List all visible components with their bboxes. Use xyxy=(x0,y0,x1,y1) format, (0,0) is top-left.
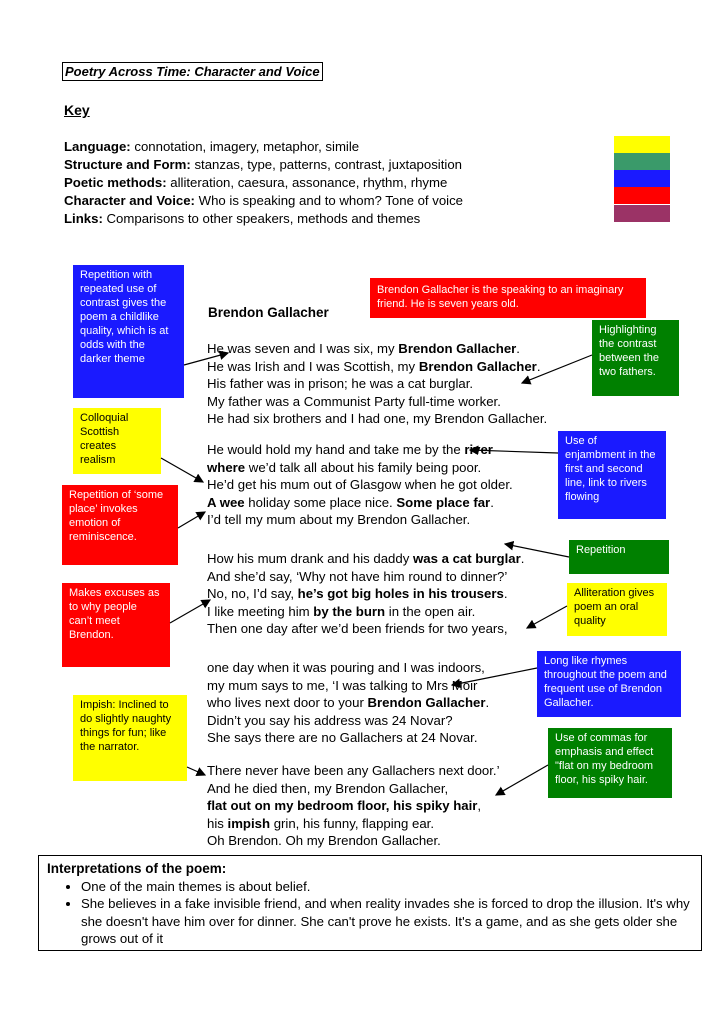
arrow-excuses xyxy=(170,600,210,623)
arrow-impish xyxy=(187,767,205,775)
poem-line: He was seven and I was six, my Brendon Gallacher. xyxy=(207,341,520,356)
key-methods: Poetic methods: alliteration, caesura, assonance, rhythm, rhyme xyxy=(64,175,448,190)
key-heading: Key xyxy=(64,102,90,118)
arrow-long-rhymes xyxy=(452,668,537,685)
poem-line: My father was a Communist Party full-time worker. xyxy=(207,393,501,409)
key-language: Language: connotation, imagery, metaphor, simile xyxy=(64,139,360,154)
arrow-alliteration xyxy=(527,606,567,628)
note-colloquial: Colloquial Scottish creates realism xyxy=(73,408,161,474)
note-commas: Use of commas for emphasis and effect "flat on my bedroom floor, his spiky hair. xyxy=(548,728,672,798)
poem-line: There never have been any Gallachers next door.’ xyxy=(207,763,500,778)
poem-line: He had six brothers and I had one, my Brendon Gallacher. xyxy=(207,411,548,426)
poem-line: And she’d say, ‘Why not have him round to dinner?’ xyxy=(207,568,508,584)
page-title: Poetry Across Time: Character and Voice xyxy=(62,62,323,81)
note-speaker: Brendon Gallacher is the speaking to an imaginary friend. He is seven years old. xyxy=(370,278,646,318)
poem-line: And he died then, my Brendon Gallacher, xyxy=(207,780,449,796)
poem-line: Then one day after we’d been friends for two years, xyxy=(207,621,508,636)
interpretation-item: • One of the main themes is about belief. xyxy=(81,878,693,896)
poem-line: my mum says to me, ‘I was talking to Mrs Moir xyxy=(207,677,478,693)
poem-line: A wee holiday some place nice. Some place far. xyxy=(207,494,494,510)
arrow-repetition-contrast xyxy=(184,353,228,365)
key-structure: Structure and Form: stanzas, type, patterns, contrast, juxtaposition xyxy=(64,157,462,172)
poem-line: How his mum drank and his daddy was a cat burglar. xyxy=(207,551,525,566)
poem-line: She says there are no Gallachers at 24 Novar. xyxy=(207,730,478,745)
note-alliteration: Alliteration gives poem an oral quality xyxy=(567,583,667,636)
interpretations-heading: Interpretations of the poem: xyxy=(47,861,227,876)
poem-title: Brendon Gallacher xyxy=(208,305,329,320)
interpretation-item: • She believes in a fake invisible friend, and when reality invades she is forced to drop the illusion. It's why she doesn't have him over for dinner. She can't prove he exists. It's a game, and as she gets older she grows out of it xyxy=(81,895,693,948)
note-long-rhymes: Long like rhymes throughout the poem and frequent use of Brendon Gallacher. xyxy=(537,651,681,717)
poem-line: who lives next door to your Brendon Gallacher. xyxy=(207,695,490,710)
poem-line: He would hold my hand and take me by the river xyxy=(207,442,493,457)
poem-line: Oh Brendon. Oh my Brendon Gallacher. xyxy=(207,833,441,848)
poem-line: He was Irish and I was Scottish, my Brendon Gallacher. xyxy=(207,358,541,374)
note-some-place: Repetition of ‘some place’ invokes emotion of reminiscence. xyxy=(62,485,178,565)
arrow-colloquial xyxy=(161,458,203,482)
poem-line: I’d tell my mum about my Brendon Gallacher. xyxy=(207,512,471,527)
arrow-highlighting xyxy=(522,355,592,383)
poem-line: He’d get his mum out of Glasgow when he got older. xyxy=(207,477,513,492)
poem-line: I like meeting him by the burn in the open air. xyxy=(207,603,476,619)
note-repetition: Repetition xyxy=(569,540,669,574)
poem-line: where we’d talk all about his family being poor. xyxy=(207,459,482,475)
key-character: Character and Voice: Who is speaking and to whom? Tone of voice xyxy=(64,193,464,208)
note-enjambment: Use of enjambment in the first and second line, link to rivers flowing xyxy=(558,431,666,519)
note-excuses: Makes excuses as to why people can’t meet Brendon. xyxy=(62,583,170,667)
arrow-repetition xyxy=(505,544,569,557)
note-highlighting: Highlighting the contrast between the two fathers. xyxy=(592,320,679,396)
note-repetition-contrast: Repetition with repeated use of contrast gives the poem a childlike quality, which is at odds with the darker theme xyxy=(73,265,184,398)
poem-line: one day when it was pouring and I was indoors, xyxy=(207,660,485,675)
poem-line: his impish grin, his funny, flapping ear. xyxy=(207,815,434,831)
interpretations-box xyxy=(38,855,702,951)
poem-line: No, no, I’d say, he’s got big holes in his trousers. xyxy=(207,586,508,601)
note-impish: Impish: Inclined to do slightly naughty things for fun; like the narrator. xyxy=(73,695,187,781)
poem-line: flat out on my bedroom floor, his spiky hair, xyxy=(207,798,482,813)
poem-line: Didn’t you say his address was 24 Novar? xyxy=(207,712,453,728)
arrow-enjambment xyxy=(470,450,558,453)
arrow-commas xyxy=(496,765,548,795)
arrow-some-place xyxy=(178,512,205,528)
poem-line: His father was in prison; he was a cat burglar. xyxy=(207,376,474,391)
key-links: Links: Comparisons to other speakers, methods and themes xyxy=(64,211,421,226)
